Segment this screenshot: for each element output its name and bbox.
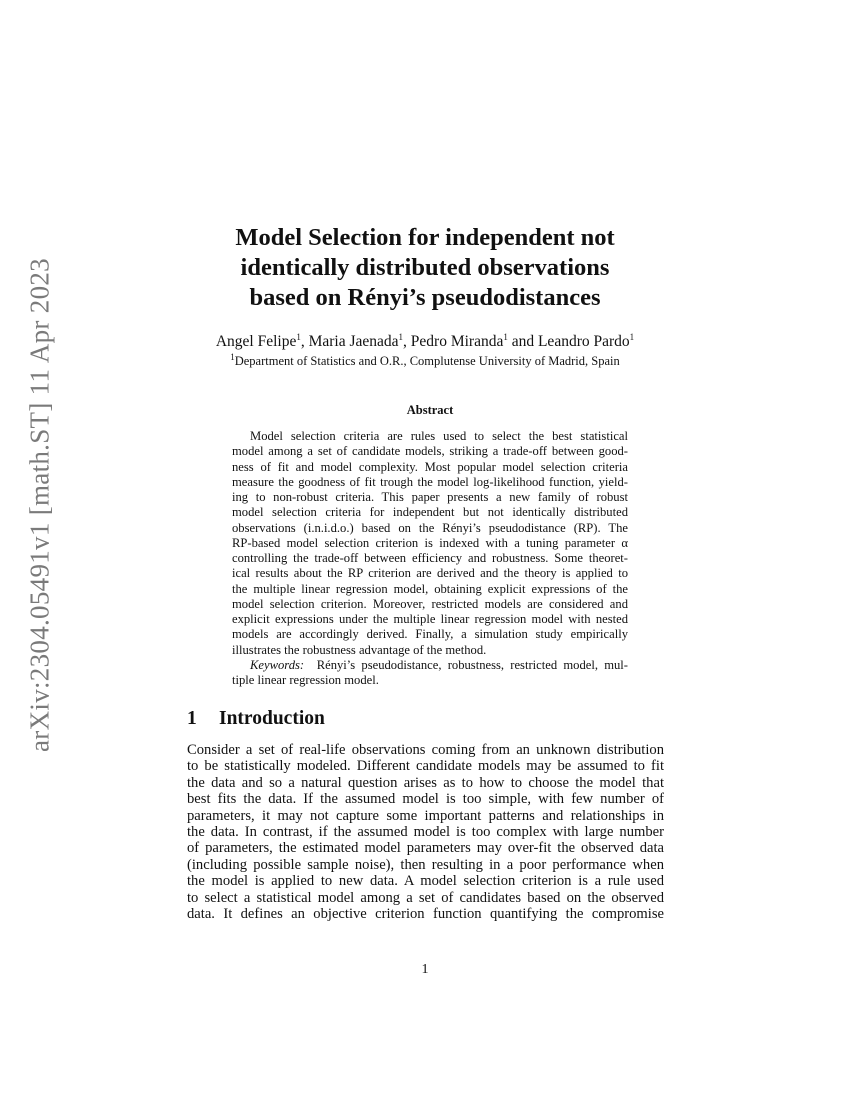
intro-line: to select a statistical model among a set of candidates based on the observed [187,889,664,906]
abstract-line: ical results about the RP criterion are derived and the theory is applied to [232,566,628,581]
intro-line: to be statistically modeled. Different candidate models may be assumed to fit [187,758,664,775]
intro-line: parameters, it may not capture some important patterns and relationships in [187,807,664,824]
intro-line: best fits the data. If the assumed model is too simple, with few number of [187,791,664,808]
intro-line: the data. In contrast, if the assumed model is too complex with large number [187,824,664,841]
section-number: 1 [187,708,197,729]
author-name: Pedro Miranda [410,333,504,351]
affiliation-text: Department of Statistics and O.R., Complutense University of Madrid, Spain [234,354,620,369]
page-number: 1 [421,962,429,977]
affiliation-mark: 1 [296,332,301,342]
intro-line: the data and so a natural question arises as to how to choose the model that [187,774,664,791]
abstract-line: controlling the trade-off between efficiency and robustness. Some theoret- [232,551,628,565]
intro-line: data. It defines an objective criterion function quantifying the compromise [187,906,664,923]
paper-title [150,223,700,313]
arxiv-stamp: arXiv:2304.05491v1 [math.ST] 11 Apr 2023 [24,258,55,752]
abstract-line: models are accordingly derived. Finally, a simulation study empirically [232,627,628,642]
affiliation-mark: 1 [230,352,235,362]
abstract-line: measure the goodness of fit trough the model log-likelihood function, yield- [232,474,628,489]
author-name: Angel Felipe [215,333,297,351]
affiliation [100,352,750,369]
keywords-text: Rényi’s pseudodistance, robustness, restricted model, mul- [316,657,628,672]
intro-line: (including possible sample noise), then resulting in a poor performance when [187,856,664,873]
affiliation-mark: 1 [398,332,404,342]
abstract-line: illustrates the robustness advantage of the method. [232,642,487,657]
author-name: Leandro Pardo [537,333,630,351]
abstract-line: RP-based model selection criterion is indexed with a tuning parameter α [232,535,628,550]
keywords-label: Keywords: [250,657,305,672]
abstract-line: ness of fit and model complexity. Most popular model selection criteria [232,459,628,474]
abstract-line: explicit expressions under the multiple linear regression model with nested [232,612,628,626]
abstract-line: the multiple linear regression model, obtaining explicit expressions of the [232,581,628,596]
abstract-heading: Abstract [406,403,454,417]
author-separator: , [300,333,309,351]
keywords-line [232,658,628,673]
author-list [100,332,750,351]
abstract-line: ing to non-robust criteria. This paper presents a new family of robust [232,490,628,504]
affiliation-mark: 1 [629,332,635,342]
abstract-line: observations (i.n.i.d.o.) based on the Rényi’s pseudodistance (RP). The [232,520,628,535]
author-separator: and [507,333,538,351]
title-line: identically distributed observations [240,254,610,281]
introduction-body [187,742,664,922]
intro-line: Consider a set of real-life observations coming from an unknown distribution [187,742,664,758]
affiliation-mark: 1 [503,332,508,342]
intro-line: the model is applied to new data. A model selection criterion is a rule used [187,873,664,890]
abstract-line: model among a set of candidate models, striking a trade-off between good- [232,444,628,459]
abstract-line: model selection criteria for independent but not identically distributed [232,505,628,520]
keywords-text: tiple linear regression model. [232,673,379,687]
author-name: Maria Jaenada [308,333,399,351]
abstract-body [232,429,628,688]
title-line: Model Selection for independent not [235,224,615,251]
abstract-line: model selection criterion. Moreover, restricted models are considered and [232,596,628,611]
section-title: Introduction [219,708,325,729]
abstract-line: Model selection criteria are rules used to select the best statistical [250,429,628,443]
title-line: based on Rényi’s pseudodistances [249,284,601,311]
author-separator: , [403,333,411,351]
intro-line: of parameters, the estimated model parameters may over-fit the observed data [187,840,664,857]
section-heading [187,708,325,730]
